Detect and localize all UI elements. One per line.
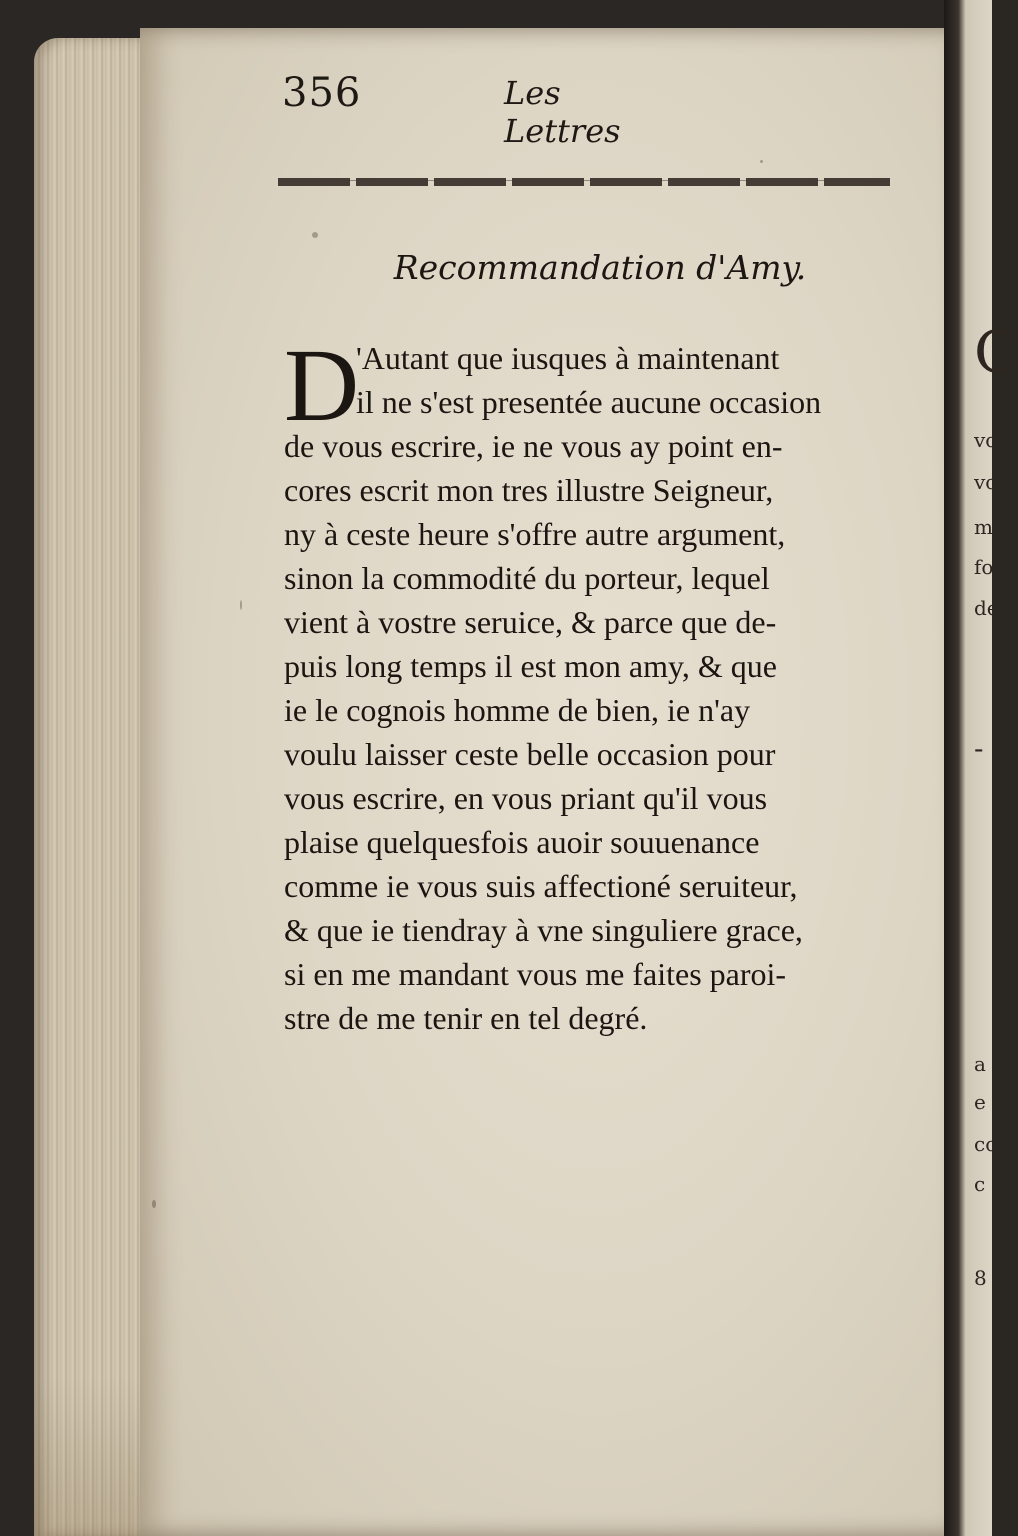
speck bbox=[760, 160, 763, 163]
page-number: 356 bbox=[282, 70, 362, 116]
text-line: cores escrit mon tres illustre Seigneur, bbox=[284, 472, 774, 508]
text-line: comme ie vous suis affectioné seruiteur, bbox=[284, 868, 798, 904]
header-rule bbox=[278, 178, 890, 186]
text-line: & que ie tiendray à vne singuliere grace, bbox=[284, 912, 803, 948]
text-line: stre de me tenir en tel degré. bbox=[284, 1000, 648, 1036]
text-line: ny à ceste heure s'offre autre argument, bbox=[284, 516, 786, 552]
margin-fragment: e bbox=[974, 1090, 986, 1114]
text-line: ie le cognois homme de bien, ie n'ay bbox=[284, 692, 751, 728]
drop-cap: D bbox=[284, 328, 360, 443]
text-line: si en me mandant vous me faites paroi- bbox=[284, 956, 787, 992]
text-line: voulu laisser ceste belle occasion pour bbox=[284, 736, 776, 772]
margin-fragment: vo bbox=[974, 428, 998, 452]
margin-fragment: - bbox=[974, 732, 984, 765]
margin-fragment: vo bbox=[974, 470, 998, 494]
running-head bbox=[282, 70, 682, 150]
margin-fragment: c bbox=[974, 1172, 986, 1196]
margin-fragment: m' bbox=[974, 515, 999, 539]
speck bbox=[240, 600, 242, 610]
margin-fragment: a bbox=[974, 1052, 986, 1076]
text-line: plaise quelquesfois auoir souuenance bbox=[284, 824, 760, 860]
text-line: de vous escrire, ie ne vous ay point en- bbox=[284, 428, 783, 464]
margin-fragment: co bbox=[974, 1132, 998, 1156]
text-line: puis long temps il est mon amy, & que bbox=[284, 648, 777, 684]
text-line: sinon la commodité du porteur, lequel bbox=[284, 560, 770, 596]
next-page-margin bbox=[972, 0, 1018, 1536]
text-line: 'Autant que iusques à maintenant bbox=[356, 340, 780, 376]
speck bbox=[312, 232, 318, 238]
margin-fragment: fo bbox=[974, 555, 994, 579]
text-line: vous escrire, en vous priant qu'il vous bbox=[284, 780, 768, 816]
speck bbox=[152, 1200, 156, 1208]
margin-fragment: de bbox=[974, 596, 999, 620]
running-title: Les Lettres bbox=[504, 74, 621, 150]
margin-fragment: C bbox=[974, 318, 1018, 386]
text-line: vient à vostre seruice, & parce que de- bbox=[284, 604, 777, 640]
letter-heading: Recommandation d'Amy. bbox=[393, 248, 807, 287]
text-line: il ne s'est presentée aucune occasion bbox=[356, 384, 822, 420]
margin-fragment: 8 bbox=[974, 1266, 987, 1290]
